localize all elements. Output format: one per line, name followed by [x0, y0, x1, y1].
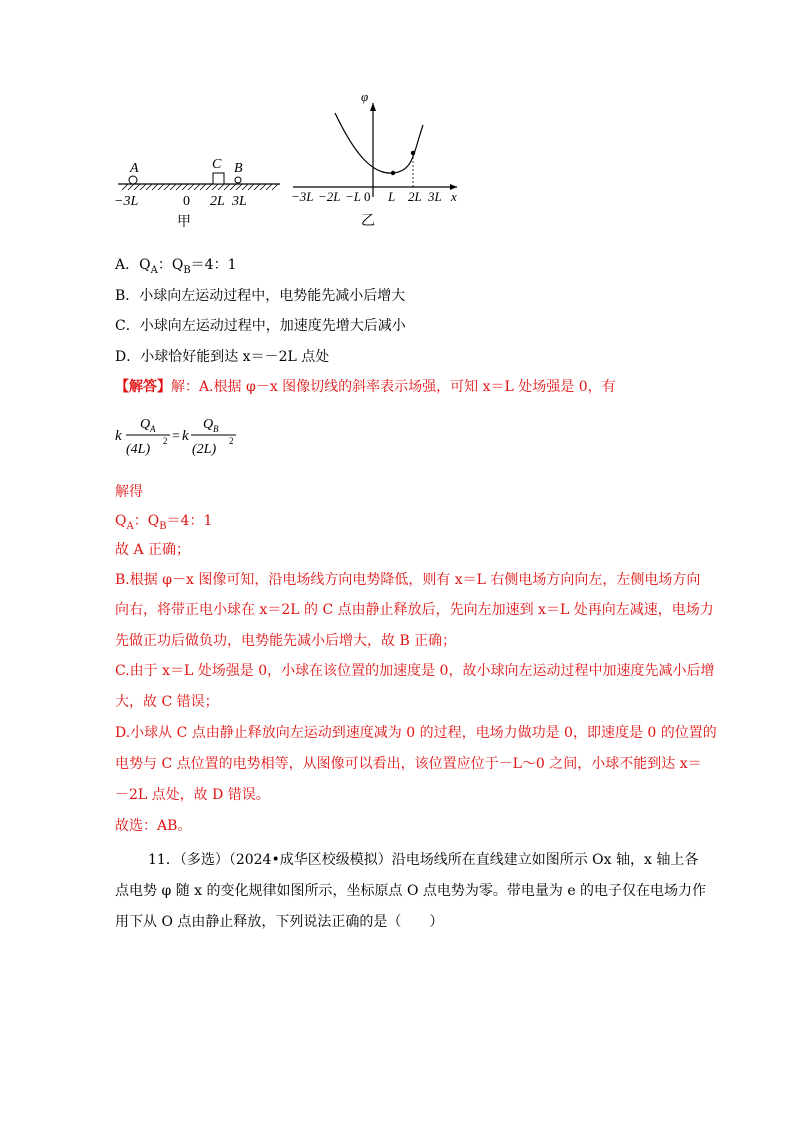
- q11-line2: 点电势 φ 随 x 的变化规律如图所示，坐标原点 O 点电势为零。带电量为 e 的电子仅在电场力作: [115, 883, 707, 899]
- svg-text:Q: Q: [203, 417, 214, 432]
- svg-text:(2L): (2L): [192, 442, 217, 457]
- final-choice: 故选：AB。: [115, 818, 192, 834]
- b-line2: 向右，将带正电小球在 x＝2L 的 C 点由静止释放后，先向左加速到 x＝L 处再向左减速，电场力: [115, 602, 714, 618]
- option-c: C．小球向左运动过程中，加速度先增大后减小: [115, 318, 406, 334]
- label-c: C: [212, 157, 222, 172]
- c-line2: 大，故 C 错误；: [115, 694, 219, 710]
- tick-neg2l: −2L: [318, 189, 341, 204]
- c-line1: C.由于 x＝L 处场强是 0，小球在该位置的加速度是 0，故小球向左运动过程中加速度先减小后增: [115, 663, 715, 679]
- option-a: A．$Q_A$：$Q_B=4$：1: [115, 257, 237, 276]
- tick-3l: 3L: [232, 194, 247, 209]
- svg-text:A: A: [150, 424, 156, 434]
- svg-text:Q: Q: [140, 417, 151, 432]
- option-b: B．小球向左运动过程中，电势能先减小后增大: [115, 288, 406, 304]
- tick-0: 0: [183, 194, 190, 209]
- answer-tag: 【解答】: [115, 379, 171, 395]
- svg-text:k: k: [182, 428, 189, 444]
- option-d: D．小球恰好能到达 x＝－2L 点处: [115, 349, 330, 365]
- tick-neg3l: −3L: [114, 194, 139, 209]
- tick-neg3l: −3L: [291, 189, 314, 204]
- formula: [112, 406, 252, 466]
- svg-text:2: 2: [163, 436, 168, 446]
- tick-negl: −L: [345, 189, 362, 204]
- svg-text:2: 2: [229, 436, 234, 446]
- a-correct: 故 A 正确；: [115, 542, 191, 558]
- b-line3: 先做正功后做负功，电势能先减小后增大，故 B 正确；: [115, 633, 457, 649]
- b-line1: B.根据 φ－x 图像可知，沿电场线方向电势降低，则有 x＝L 右侧电场方向向左，左侧电场方向: [115, 572, 701, 588]
- x-axis-label: x: [451, 189, 457, 204]
- figure-jia: [110, 150, 290, 240]
- q11-line1: 11．（多选）（2024•成华区校级模拟）沿电场线所在直线建立如图所示 Ox 轴，x 轴上各: [148, 852, 699, 868]
- ball-c: [213, 173, 224, 184]
- caption-jia: 甲: [177, 215, 191, 230]
- q11-line3: 用下从 O 点由静止释放，下列说法正确的是（ ）: [115, 914, 444, 930]
- label-b: B: [234, 161, 243, 176]
- charge-b: [235, 177, 241, 183]
- potential-curve: [335, 113, 423, 173]
- d-line1: D.小球从 C 点由静止释放向左运动到速度减为 0 的过程，电场力做功是 0，即速度是 0 的位置的: [115, 725, 717, 741]
- svg-text:=: =: [172, 429, 180, 444]
- svg-text:(4L): (4L): [126, 442, 151, 457]
- jiede: 解得: [115, 484, 143, 500]
- min-point: [391, 171, 395, 175]
- answer-intro: 【解答】解：A.根据 φ－x 图像切线的斜率表示场强，可知 x＝L 处场强是 0，有: [115, 379, 616, 395]
- y-axis-label: φ: [361, 89, 369, 104]
- tick-2l: 2L: [408, 189, 422, 204]
- ratio-result: $Q_A$：$Q_B=4$：1: [115, 513, 213, 532]
- svg-text:B: B: [213, 424, 219, 434]
- tick-l: L: [388, 189, 396, 204]
- ground-hatch: [122, 184, 278, 190]
- svg-text:k: k: [115, 428, 122, 444]
- d-line2: 电势与 C 点位置的电势相等，从图像可以看出，该位置应位于－L～0 之间，小球不能到达 x＝: [115, 756, 702, 772]
- charge-a: [129, 176, 137, 184]
- d-line3: －2L 点处，故 D 错误。: [115, 787, 270, 803]
- tick-3l: 3L: [428, 189, 442, 204]
- caption-yi: 乙: [361, 214, 375, 229]
- label-a: A: [130, 161, 139, 176]
- tick-2l: 2L: [210, 194, 225, 209]
- tick-0: 0: [364, 189, 371, 204]
- figure-yi: [285, 85, 465, 235]
